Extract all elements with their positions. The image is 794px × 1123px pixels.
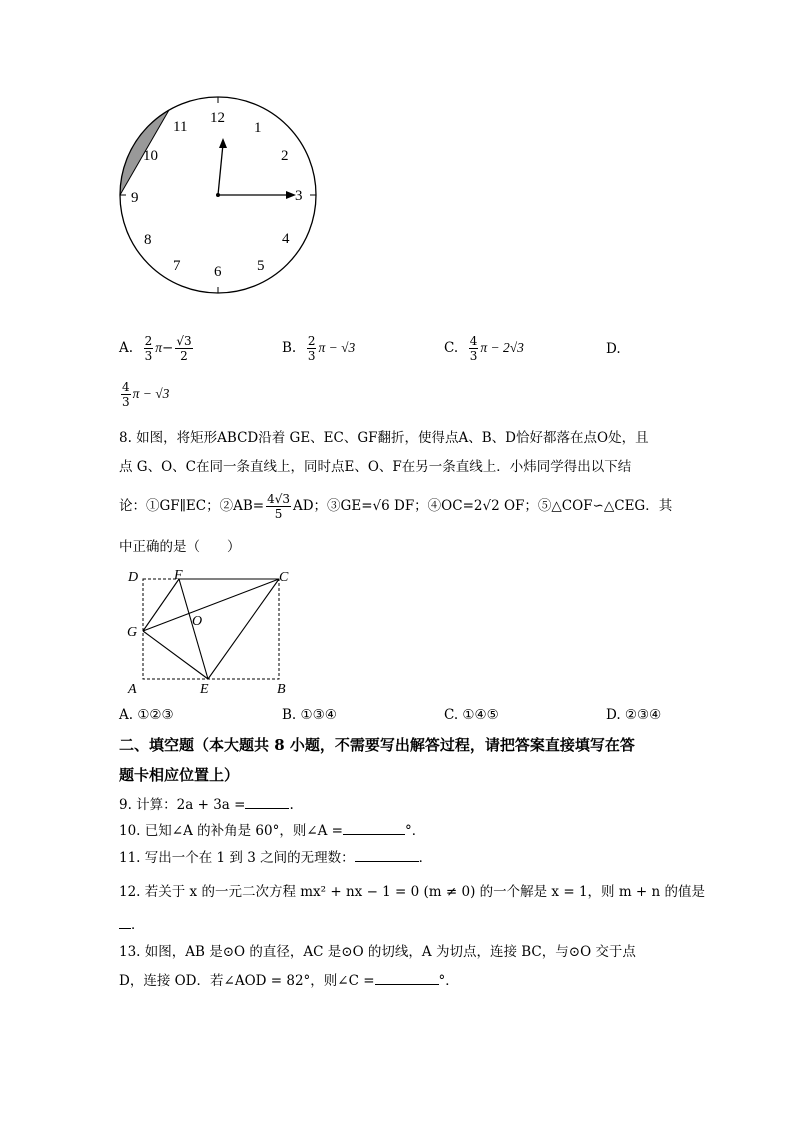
label-d: D [128, 570, 139, 585]
clock-number: 7 [173, 258, 181, 274]
q13-line-1: 13. 如图，AB 是⊙O 的直径，AC 是⊙O 的切线，A 为切点，连接 BC，与⊙O 交于点 [119, 944, 636, 960]
rectangle-abcd [143, 579, 279, 679]
q8-line-1: 8. 如图，将矩形ABCD沿着 GE、EC、GF翻折，使得点A、B、D恰好都落在点O处，且 [119, 430, 649, 446]
q8-line-3: 论：①GF∥EC；②AB= $\frac{4√3}{5}$ AD；③GE=√6 DF；④OC=2√2 OF；⑤△COF∽△CEG．其 [119, 492, 673, 521]
q9: 9. 计算：2a + 3a = . [119, 797, 294, 813]
answer-blank [355, 849, 419, 862]
q13-line-2: D，连接 OD．若∠AOD = 82°，则∠C = °． [119, 973, 459, 989]
section-heading-line-2: 题卡相应位置上） [119, 766, 240, 784]
clock-number: 12 [210, 110, 225, 126]
clock-number: 2 [281, 148, 289, 164]
clock-number: 6 [214, 264, 222, 280]
fraction: $\frac{2}{3}$ [144, 334, 153, 363]
segment-gc [143, 579, 279, 631]
q8-line-4: 中正确的是（ ） [119, 539, 241, 555]
q12-line-1: 12. 若关于 x 的一元二次方程 mx² + nx − 1 = 0 (m ≠ 0) 的一个解是 x = 1，则 m + n 的值是 [119, 884, 706, 900]
q8-line-2: 点 G、O、C在同一条直线上，同时点E、O、F在另一条直线上．小炜同学得出以下结 [119, 459, 632, 475]
clock-number: 8 [144, 232, 152, 248]
section-heading-line-1: 二、填空题（本大题共 8 小题，不需要写出解答过程，请把答案直接填写在答 [119, 736, 635, 754]
q7-option-b: B. $\frac{2}{3}$ π − √3 [282, 334, 356, 363]
answer-blank [245, 796, 289, 809]
clock-number: 11 [173, 119, 188, 135]
clock-number: 5 [257, 258, 265, 274]
fraction: $\frac{2}{3}$ [307, 334, 316, 363]
segment-ec [208, 579, 279, 679]
fraction: $\frac{√3}{2}$ [176, 334, 192, 363]
minute-hand-arrow [219, 138, 227, 148]
q7-option-d-label: D. [606, 341, 621, 357]
q8-option-b: B. ①③④ [282, 707, 337, 723]
rectangle-figure [122, 565, 297, 697]
fraction: $\frac{4√3}{5}$ [267, 492, 290, 521]
clock-figure [110, 92, 330, 302]
label-c: C [279, 570, 289, 585]
q8-option-a: A. ①②③ [119, 707, 174, 723]
minute-hand [218, 144, 223, 195]
segment-ge [143, 631, 208, 679]
clock-number: 1 [254, 120, 262, 136]
q7-option-c: C. $\frac{4}{3}$ π − 2√3 [444, 334, 524, 363]
clock-number: 3 [295, 188, 303, 204]
fraction: $\frac{4}{3}$ [469, 334, 478, 363]
label-e: E [200, 682, 209, 697]
fraction: $\frac{4}{3}$ [122, 380, 130, 409]
label-o: O [192, 614, 203, 629]
q12-line-2: ． [119, 915, 145, 935]
clock-center [216, 193, 220, 197]
q7-option-d-value: $\frac{4}{3}$ π − √3 [122, 380, 170, 409]
q7-option-a: A. $\frac{2}{3}$ π− $\frac{√3}{2}$ [119, 334, 192, 363]
segment-gf [143, 579, 179, 631]
clock-number: 10 [143, 148, 158, 164]
answer-blank [375, 972, 439, 985]
clock-number: 9 [131, 190, 139, 206]
label-a: A [128, 682, 137, 697]
q11: 11. 写出一个在 1 到 3 之间的无理数： ． [119, 850, 433, 866]
q8-option-d: D. ②③④ [606, 707, 662, 723]
q8-option-c: C. ①④⑤ [444, 707, 499, 723]
q10: 10. 已知∠A 的补角是 60°，则∠A = °． [119, 823, 426, 839]
label-b: B [277, 682, 286, 697]
label-f: F [174, 568, 183, 583]
answer-blank [119, 916, 131, 929]
segment-fe [179, 579, 208, 679]
clock-number: 4 [282, 231, 290, 247]
label-g: G [127, 625, 138, 640]
answer-blank [343, 822, 405, 835]
